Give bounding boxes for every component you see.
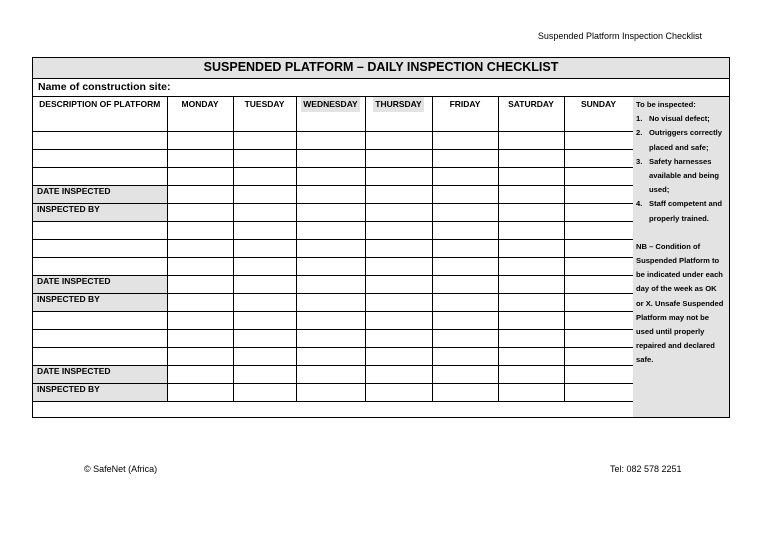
day-cell[interactable] xyxy=(167,275,233,293)
day-cell[interactable] xyxy=(233,275,296,293)
day-cell[interactable] xyxy=(167,185,233,203)
criteria-text: No visual defect; xyxy=(649,114,710,124)
inspected-by-label: INSPECTED BY xyxy=(33,203,167,221)
description-cell[interactable] xyxy=(33,149,167,167)
day-cell[interactable] xyxy=(365,239,432,257)
day-cell[interactable] xyxy=(167,329,233,347)
column-header xyxy=(365,97,432,131)
day-cell[interactable] xyxy=(432,365,498,383)
nb-note: NB – Condition of Suspended Platform to be indicated under each day of the week as OK or X. Unsafe Suspended Platform may not be used until properly repaired and declared safe. xyxy=(636,241,724,365)
table-row xyxy=(33,167,633,185)
day-cell[interactable] xyxy=(498,365,564,383)
day-cell[interactable] xyxy=(365,329,432,347)
day-cell[interactable] xyxy=(365,185,432,203)
day-cell[interactable] xyxy=(564,329,633,347)
column-header-label: SATURDAY xyxy=(508,99,554,109)
day-cell[interactable] xyxy=(233,167,296,185)
date-inspected-row xyxy=(33,365,633,383)
day-cell[interactable] xyxy=(296,131,365,149)
day-cell[interactable] xyxy=(564,365,633,383)
day-cell[interactable] xyxy=(296,203,365,221)
day-cell[interactable] xyxy=(296,383,365,401)
day-cell[interactable] xyxy=(498,167,564,185)
description-cell[interactable] xyxy=(33,167,167,185)
criteria-text: Outriggers correctly placed and safe; xyxy=(649,128,723,152)
day-cell[interactable] xyxy=(167,167,233,185)
table-row xyxy=(33,311,633,329)
description-cell[interactable] xyxy=(33,131,167,149)
inspection-criteria-list xyxy=(636,112,726,226)
day-cell[interactable] xyxy=(432,203,498,221)
day-cell[interactable] xyxy=(432,257,498,275)
form-title: SUSPENDED PLATFORM – DAILY INSPECTION CHECKLIST xyxy=(33,58,729,79)
column-header xyxy=(167,97,233,131)
day-cell[interactable] xyxy=(167,149,233,167)
day-cell[interactable] xyxy=(564,257,633,275)
column-header xyxy=(432,97,498,131)
criteria-number: 4. xyxy=(636,199,643,209)
day-cell[interactable] xyxy=(233,365,296,383)
day-cell[interactable] xyxy=(296,311,365,329)
column-header xyxy=(33,97,167,131)
day-cell[interactable] xyxy=(296,329,365,347)
column-header-label: SUNDAY xyxy=(580,99,617,109)
date-inspected-row xyxy=(33,275,633,293)
day-cell[interactable] xyxy=(296,239,365,257)
day-cell[interactable] xyxy=(432,275,498,293)
column-header xyxy=(296,97,365,131)
date-inspected-label: DATE INSPECTED xyxy=(33,185,167,203)
day-cell[interactable] xyxy=(233,131,296,149)
description-cell[interactable] xyxy=(33,329,167,347)
day-cell[interactable] xyxy=(564,167,633,185)
day-cell[interactable] xyxy=(233,239,296,257)
day-cell[interactable] xyxy=(564,221,633,239)
day-cell[interactable] xyxy=(498,131,564,149)
day-cell[interactable] xyxy=(498,149,564,167)
description-cell[interactable] xyxy=(33,311,167,329)
table-row xyxy=(33,257,633,275)
day-cell[interactable] xyxy=(233,185,296,203)
day-cell[interactable] xyxy=(296,275,365,293)
header-row xyxy=(33,97,633,131)
day-cell[interactable] xyxy=(233,221,296,239)
column-header xyxy=(498,97,564,131)
inspected-by-row xyxy=(33,293,633,311)
day-cell[interactable] xyxy=(365,203,432,221)
day-cell[interactable] xyxy=(167,383,233,401)
day-cell[interactable] xyxy=(498,329,564,347)
table-row xyxy=(33,221,633,239)
column-header xyxy=(233,97,296,131)
day-cell[interactable] xyxy=(233,257,296,275)
day-cell[interactable] xyxy=(167,239,233,257)
day-cell[interactable] xyxy=(432,293,498,311)
table-row xyxy=(33,149,633,167)
table-row xyxy=(33,131,633,149)
day-cell[interactable] xyxy=(365,221,432,239)
inspection-notes-panel xyxy=(633,97,729,417)
day-cell[interactable] xyxy=(564,347,633,365)
inspected-by-row xyxy=(33,203,633,221)
table-row xyxy=(33,329,633,347)
day-cell[interactable] xyxy=(432,347,498,365)
column-header-label: TUESDAY xyxy=(244,99,285,109)
day-cell[interactable] xyxy=(564,383,633,401)
day-cell[interactable] xyxy=(564,185,633,203)
day-cell[interactable] xyxy=(365,257,432,275)
day-cell[interactable] xyxy=(167,257,233,275)
day-cell[interactable] xyxy=(564,239,633,257)
day-cell[interactable] xyxy=(564,131,633,149)
day-cell[interactable] xyxy=(233,311,296,329)
day-cell[interactable] xyxy=(564,203,633,221)
table-row xyxy=(33,347,633,365)
day-cell[interactable] xyxy=(296,257,365,275)
criteria-text: Staff competent and properly trained. xyxy=(649,199,722,223)
day-cell[interactable] xyxy=(498,239,564,257)
day-cell[interactable] xyxy=(498,383,564,401)
day-cell[interactable] xyxy=(365,293,432,311)
day-cell[interactable] xyxy=(498,221,564,239)
day-cell[interactable] xyxy=(432,329,498,347)
day-cell[interactable] xyxy=(365,131,432,149)
description-cell[interactable] xyxy=(33,347,167,365)
inspected-by-label: INSPECTED BY xyxy=(33,293,167,311)
column-header-label: DESCRIPTION OF PLATFORM xyxy=(39,99,161,109)
date-inspected-row xyxy=(33,185,633,203)
criteria-item xyxy=(636,155,726,198)
day-cell[interactable] xyxy=(167,365,233,383)
day-cell[interactable] xyxy=(365,347,432,365)
day-cell[interactable] xyxy=(498,311,564,329)
day-cell[interactable] xyxy=(233,293,296,311)
column-header-label: WEDNESDAY xyxy=(301,97,359,112)
day-cell[interactable] xyxy=(167,221,233,239)
day-cell[interactable] xyxy=(233,149,296,167)
description-cell[interactable] xyxy=(33,257,167,275)
day-cell[interactable] xyxy=(233,329,296,347)
day-cell[interactable] xyxy=(564,275,633,293)
column-header-label: FRIDAY xyxy=(449,99,481,109)
day-cell[interactable] xyxy=(498,275,564,293)
day-cell[interactable] xyxy=(296,149,365,167)
criteria-number: 3. xyxy=(636,156,643,166)
footer-copyright: © SafeNet (Africa) xyxy=(84,464,158,474)
day-cell[interactable] xyxy=(296,293,365,311)
day-cell[interactable] xyxy=(432,221,498,239)
date-inspected-label: DATE INSPECTED xyxy=(33,275,167,293)
table-row xyxy=(33,239,633,257)
construction-site-field[interactable]: Name of construction site: xyxy=(33,79,729,97)
day-cell[interactable] xyxy=(564,293,633,311)
column-header-label: MONDAY xyxy=(181,99,219,109)
criteria-item xyxy=(636,126,726,154)
day-cell[interactable] xyxy=(296,365,365,383)
day-cell[interactable] xyxy=(564,311,633,329)
column-header-label: THURSDAY xyxy=(373,97,423,112)
day-cell[interactable] xyxy=(233,203,296,221)
day-cell[interactable] xyxy=(365,149,432,167)
form-body xyxy=(33,97,729,417)
day-cell[interactable] xyxy=(167,347,233,365)
criteria-text: Safety harnesses available and being used; xyxy=(649,156,720,195)
document-header: Suspended Platform Inspection Checklist xyxy=(537,31,702,41)
inspected-by-label: INSPECTED BY xyxy=(33,383,167,401)
criteria-number: 2. xyxy=(636,128,643,138)
day-cell[interactable] xyxy=(432,167,498,185)
day-cell[interactable] xyxy=(432,311,498,329)
day-cell[interactable] xyxy=(498,203,564,221)
day-cell[interactable] xyxy=(432,131,498,149)
description-cell[interactable] xyxy=(33,221,167,239)
day-cell[interactable] xyxy=(365,365,432,383)
date-inspected-label: DATE INSPECTED xyxy=(33,365,167,383)
day-cell[interactable] xyxy=(564,149,633,167)
inspection-grid xyxy=(33,97,634,402)
day-cell[interactable] xyxy=(167,131,233,149)
day-cell[interactable] xyxy=(365,167,432,185)
day-cell[interactable] xyxy=(432,149,498,167)
criteria-item xyxy=(636,112,726,126)
day-cell[interactable] xyxy=(498,347,564,365)
day-cell[interactable] xyxy=(296,185,365,203)
day-cell[interactable] xyxy=(498,257,564,275)
description-cell[interactable] xyxy=(33,239,167,257)
criteria-item xyxy=(636,197,726,225)
day-cell[interactable] xyxy=(296,167,365,185)
footer-telephone: Tel: 082 578 2251 xyxy=(610,464,682,474)
day-cell[interactable] xyxy=(498,293,564,311)
day-cell[interactable] xyxy=(432,383,498,401)
day-cell[interactable] xyxy=(233,347,296,365)
day-cell[interactable] xyxy=(365,311,432,329)
day-cell[interactable] xyxy=(498,185,564,203)
column-header xyxy=(564,97,633,131)
inspected-by-row xyxy=(33,383,633,401)
inspection-form xyxy=(32,57,730,418)
day-cell[interactable] xyxy=(167,203,233,221)
day-cell[interactable] xyxy=(233,383,296,401)
day-cell[interactable] xyxy=(365,275,432,293)
day-cell[interactable] xyxy=(432,239,498,257)
day-cell[interactable] xyxy=(167,311,233,329)
day-cell[interactable] xyxy=(296,347,365,365)
day-cell[interactable] xyxy=(296,221,365,239)
day-cell[interactable] xyxy=(167,293,233,311)
notes-heading: To be inspected: xyxy=(636,100,696,109)
day-cell[interactable] xyxy=(432,185,498,203)
day-cell[interactable] xyxy=(365,383,432,401)
criteria-number: 1. xyxy=(636,114,643,124)
